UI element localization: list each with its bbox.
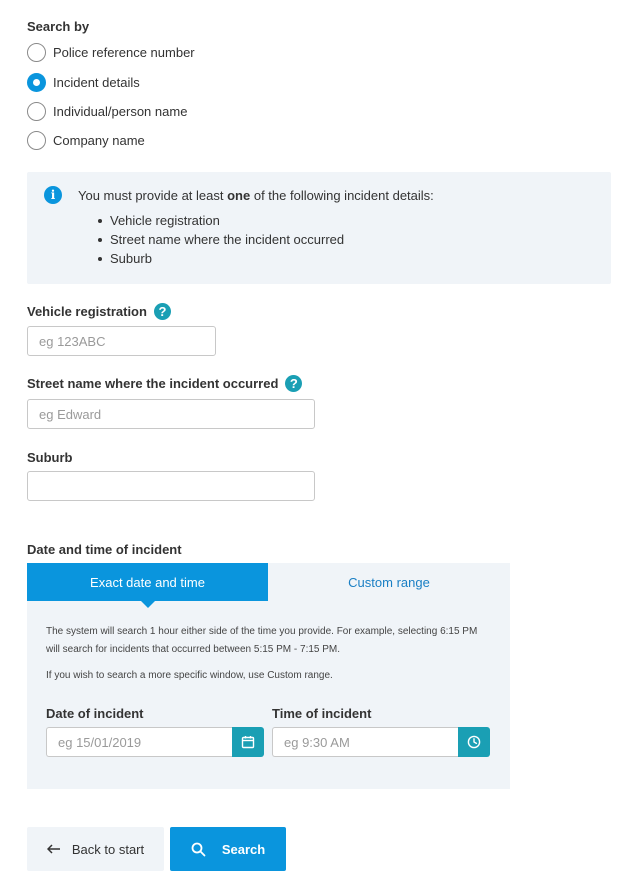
time-input-group: [272, 727, 490, 757]
back-to-start-button[interactable]: [27, 827, 164, 871]
tab-custom-range[interactable]: [268, 563, 510, 601]
time-of-incident-label: [272, 706, 371, 721]
description-line: The system will search 1 hour either side of the time you provide. For example, selecting 6:15 PM: [46, 626, 478, 637]
info-list: [96, 211, 344, 268]
radio-person-name[interactable]: [27, 100, 187, 122]
field-label-text: Suburb: [27, 450, 73, 465]
field-label-text: Date of incident: [46, 706, 144, 721]
radio-button[interactable]: [27, 43, 46, 62]
button-label: Search: [221, 841, 266, 857]
info-box: [27, 172, 611, 284]
list-item: Suburb: [96, 249, 344, 268]
radio-incident-details[interactable]: [27, 71, 140, 93]
info-suffix: of the following incident details:: [250, 188, 434, 203]
datetime-description: [46, 623, 506, 659]
time-input[interactable]: [272, 727, 458, 757]
datetime-panel: [27, 563, 510, 789]
radio-police-reference[interactable]: [27, 41, 195, 63]
question-icon[interactable]: ?: [154, 303, 171, 320]
question-icon[interactable]: ?: [285, 375, 302, 392]
radio-button-checked[interactable]: [27, 73, 46, 92]
date-input-group: [46, 727, 264, 757]
suburb-input[interactable]: [27, 471, 315, 501]
search-icon: [191, 842, 206, 857]
datetime-label: Date and time of incident: [27, 542, 182, 557]
button-label: Back to start: [71, 841, 145, 857]
info-emphasis: one: [227, 188, 251, 203]
field-label-text: Vehicle registration: [27, 304, 147, 319]
radio-label: Incident details: [53, 74, 140, 90]
search-by-label: Search by: [27, 19, 90, 34]
radio-label: Individual/person name: [53, 103, 188, 119]
tab-label: Exact date and time: [90, 574, 205, 590]
street-name-label: [27, 375, 302, 392]
datetime-hint: If you wish to search a more specific window, use Custom range.: [46, 670, 333, 681]
list-item: Vehicle registration: [96, 211, 344, 230]
calendar-button[interactable]: [232, 727, 264, 757]
date-of-incident-label: [46, 706, 144, 721]
list-item: Street name where the incident occurred: [96, 230, 344, 249]
radio-label: Police reference number: [53, 44, 195, 60]
vehicle-registration-label: [27, 303, 171, 320]
info-message: [78, 186, 434, 205]
calendar-icon: [241, 735, 255, 749]
tab-exact-date-time[interactable]: [27, 563, 268, 601]
field-label-text: Street name where the incident occurred: [27, 376, 279, 391]
radio-label: Company name: [53, 132, 145, 148]
radio-company-name[interactable]: [27, 129, 145, 151]
search-button[interactable]: [170, 827, 286, 871]
arrow-left-icon: [47, 844, 61, 854]
vehicle-registration-input[interactable]: [27, 326, 216, 356]
radio-button[interactable]: [27, 131, 46, 150]
radio-button[interactable]: [27, 102, 46, 121]
date-input[interactable]: [46, 727, 232, 757]
field-label-text: Time of incident: [272, 706, 372, 721]
description-line: will search for incidents that occurred between 5:15 PM - 7:15 PM.: [46, 644, 341, 655]
clock-button[interactable]: [458, 727, 490, 757]
tab-label: Custom range: [348, 574, 430, 590]
info-prefix: You must provide at least: [78, 188, 228, 203]
suburb-label: [27, 450, 73, 465]
info-icon: i: [44, 186, 62, 204]
clock-icon: [467, 735, 481, 749]
street-name-input[interactable]: [27, 399, 315, 429]
